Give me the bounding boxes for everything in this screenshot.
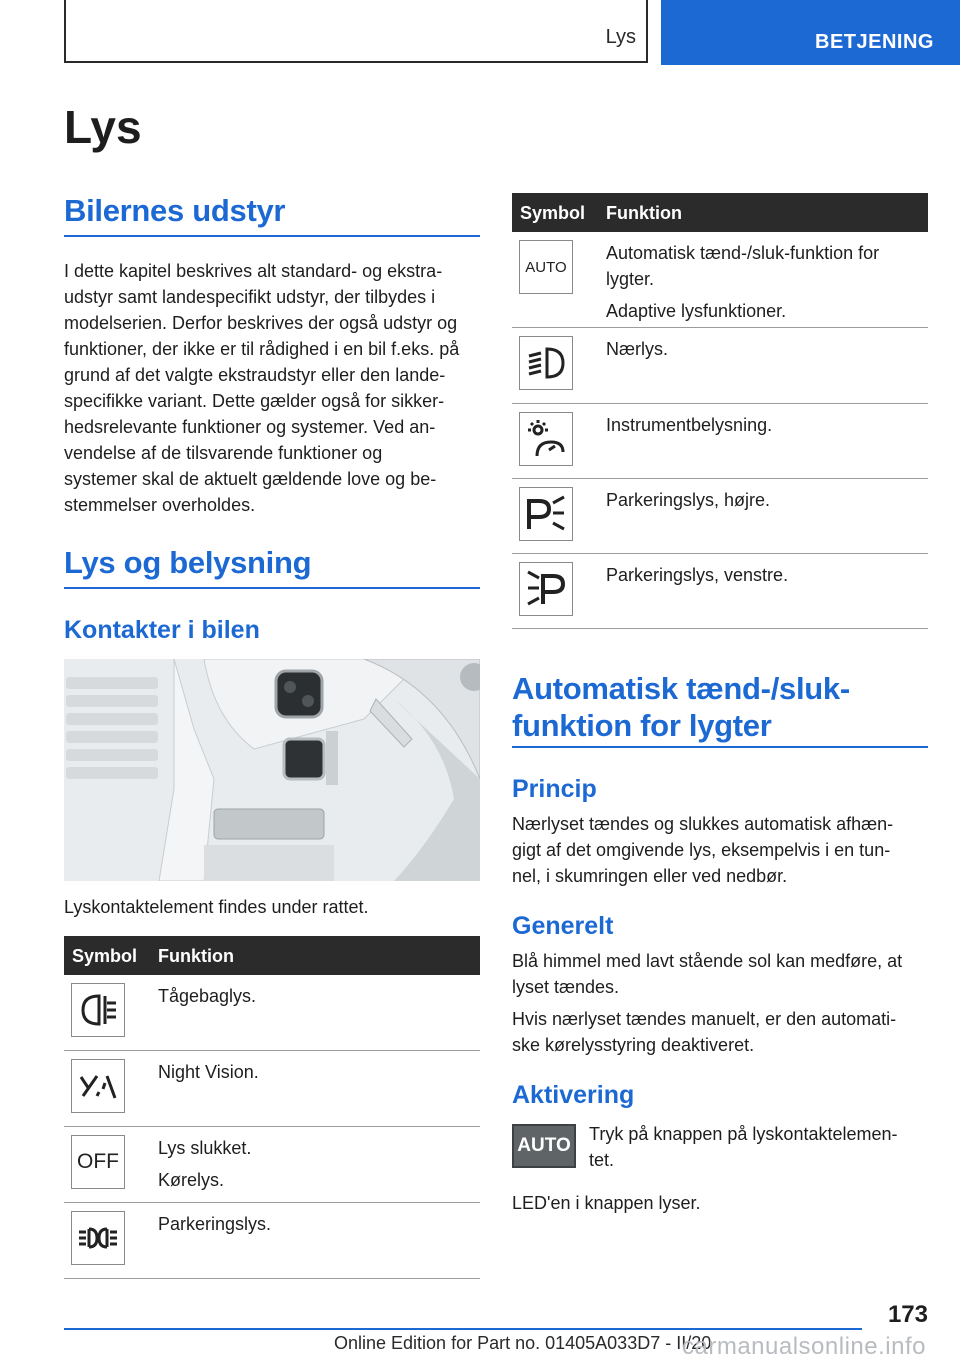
header-section-title: Lys [605,26,636,48]
row-function [158,1135,474,1199]
function-text: Night Vision. [158,1062,259,1082]
auto-button-label: AUTO [517,1135,571,1156]
text-line: nel, i skumringen eller ved nedbør. [512,866,788,886]
heading-principle: Princip [512,775,597,803]
page-number: 173 [887,1301,928,1328]
function-text: Tågebaglys. [158,986,257,1006]
function-text: Kørelys. [158,1170,225,1190]
text-line: Tryk på knappen på lyskontaktelemen- [589,1124,898,1144]
function-text: Automatisk tænd-/sluk-funktion for [606,243,880,263]
row-function [606,487,922,519]
general-paragraph-1 [512,948,902,1000]
function-text: Parkeringslys, venstre. [606,565,789,585]
car-interior-photo [64,659,480,881]
col-header-function: Funktion [158,946,234,966]
text-line: lyset tændes. [512,977,620,997]
symbol-table-left [64,936,480,1279]
parking-lights-icon [71,1211,125,1265]
function-text: Adaptive lysfunktioner. [606,301,787,321]
equipment-paragraph [64,258,484,518]
text-line: funktioner, der ikke er til rådighed i en bil f.eks. på [64,339,460,359]
text-line: vendelse af de tilsvarende funktioner og [64,443,383,463]
table-row [512,404,928,479]
general-paragraph-2 [512,1006,896,1058]
text-line: specifikke variant. Dette gælder også for sikker- [64,391,445,411]
text-line: Nærlyset tændes og slukkes automatisk afhæn- [512,814,894,834]
led-paragraph: LED'en i knappen lyser. [512,1193,701,1213]
footer-rule [64,1328,862,1330]
heading-activation: Aktivering [512,1081,635,1109]
text-line: stemmelser overholdes. [64,495,256,515]
text-line: modelserien. Derfor beskrives der også udstyr og [64,313,458,333]
col-header-symbol: Symbol [72,946,138,966]
text-line: udstyr samt landespecifikt udstyr, der tilbydes i [64,287,436,307]
text-line: Hvis nærlyset tændes manuelt, er den automati- [512,1009,897,1029]
auto-icon [519,240,573,294]
parking-light-right-icon [519,487,573,541]
auto-icon-text: AUTO [525,258,567,276]
function-text: Instrumentbelysning. [606,415,773,435]
text-line: ske kørelysstyring deaktiveret. [512,1035,755,1055]
table-header [512,193,928,232]
text-line: grund af det valgte ekstraudstyr eller den lande- [64,365,446,385]
col-header-symbol: Symbol [520,203,586,223]
row-function [158,983,474,1015]
page-title: Lys [64,101,142,153]
row-function [606,240,922,330]
text-line: I dette kapitel beskrives alt standard- og ekstra- [64,261,443,281]
heading-rule [64,587,480,589]
heading-lights: Lys og belysning [64,545,312,580]
table-header [64,936,480,975]
symbol-table-right [512,193,928,629]
heading-line: Automatisk tænd-/sluk- [512,671,850,706]
principle-paragraph [512,811,893,889]
header-chapter-label: BETJENING [815,31,934,53]
heading-equipment: Bilernes udstyr [64,193,286,228]
night-vision-icon [71,1059,125,1113]
function-text: Parkeringslys. [158,1214,272,1234]
row-function [606,412,922,444]
heading-auto-function [512,670,850,744]
instrument-lighting-icon [519,412,573,466]
parking-light-left-icon [519,562,573,616]
photo-caption: Lyskontaktelement findes under rattet. [64,897,369,917]
heading-general: Generelt [512,912,614,940]
col-header-function: Funktion [606,203,682,223]
activation-paragraph [589,1121,898,1173]
row-function [606,336,922,368]
table-row [512,232,928,328]
off-icon [71,1135,125,1189]
watermark-text: carmanualsonline.info [682,1333,926,1360]
fog-light-icon [71,983,125,1037]
text-line: tet. [589,1150,615,1170]
table-row [64,975,480,1051]
row-function [158,1211,474,1243]
function-text: Nærlys. [606,339,668,359]
heading-rule [64,235,480,237]
text-line: systemer skal de aktuelt gældende love og be- [64,469,437,489]
table-row [512,328,928,404]
table-row [512,479,928,554]
text-line: Blå himmel med lavt stående sol kan medføre, at [512,951,903,971]
function-text: lygter. [606,269,655,289]
text-line: hedsrelevante funktioner og systemer. Ved an- [64,417,436,437]
header-chapter-tab [661,0,960,65]
heading-rule [512,746,928,748]
table-row [64,1203,480,1279]
table-row [512,554,928,629]
row-function [606,562,922,594]
table-row [64,1051,480,1127]
row-function [158,1059,474,1091]
heading-switches: Kontakter i bilen [64,616,260,644]
heading-line: funktion for lygter [512,708,772,743]
low-beam-icon [519,336,573,390]
edition-text: Online Edition for Part no. 01405A033D7 - II/20 [334,1333,712,1353]
function-text: Lys slukket. [158,1138,252,1158]
off-icon-text: OFF [77,1150,119,1173]
auto-button-icon [512,1124,576,1168]
text-line: gigt af det omgivende lys, eksempelvis i en tun- [512,840,891,860]
function-text: Parkeringslys, højre. [606,490,771,510]
table-row [64,1127,480,1203]
